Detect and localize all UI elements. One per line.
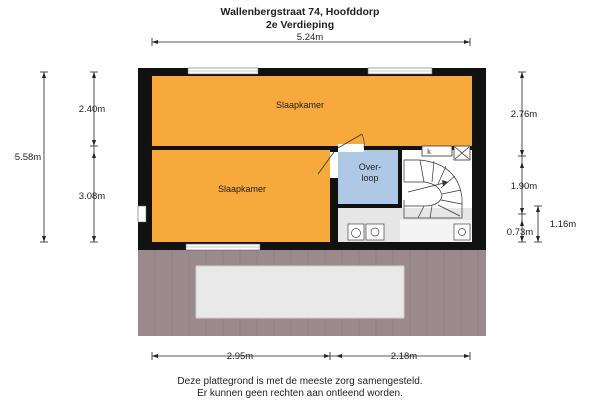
dim-label-bottom-left: 2.95m [226,351,254,362]
window-bottom [186,244,260,250]
label-closet: k [427,149,431,156]
dim-label-right-outer: 1.16m [549,219,577,230]
dim-label-left-upper: 2.40m [78,104,106,115]
disclaimer-line1: Deze plattegrond is met de meeste zorg samengesteld. [177,376,423,387]
dim-label-right-lower: 0.73m [506,227,534,238]
floor-title: 2e Verdieping [265,19,335,31]
label-bedroom-bottom: Slaapkamer [217,184,267,194]
window-left [138,206,146,222]
dim-label-total-width: 5.24m [296,32,324,43]
dim-label-total-depth: 5.58m [14,152,42,163]
label-bedroom-top: Slaapkamer [275,100,325,110]
dim-label-left-lower: 3.08m [78,191,106,202]
boiler [454,224,470,240]
label-landing-line1: Over- [358,162,382,172]
address-title: Wallenbergstraat 74, Hoofddorp [220,6,380,18]
window-top-right [368,68,432,74]
bedroom-top [152,76,472,146]
dim-label-bottom-right: 2.18m [390,351,418,362]
bedroom-bottom [152,150,330,242]
dim-label-right-middle: 1.90m [510,181,538,192]
roof-window [196,266,404,318]
washing-machine [348,224,364,240]
disclaimer-line2: Er kunnen geen rechten aan ontleend worden. [197,388,403,399]
window-top-left [188,68,258,74]
dim-label-right-upper: 2.76m [510,109,538,120]
dryer [366,224,384,240]
label-landing-line2: loop [361,173,379,183]
dim-right-outer [534,206,542,242]
